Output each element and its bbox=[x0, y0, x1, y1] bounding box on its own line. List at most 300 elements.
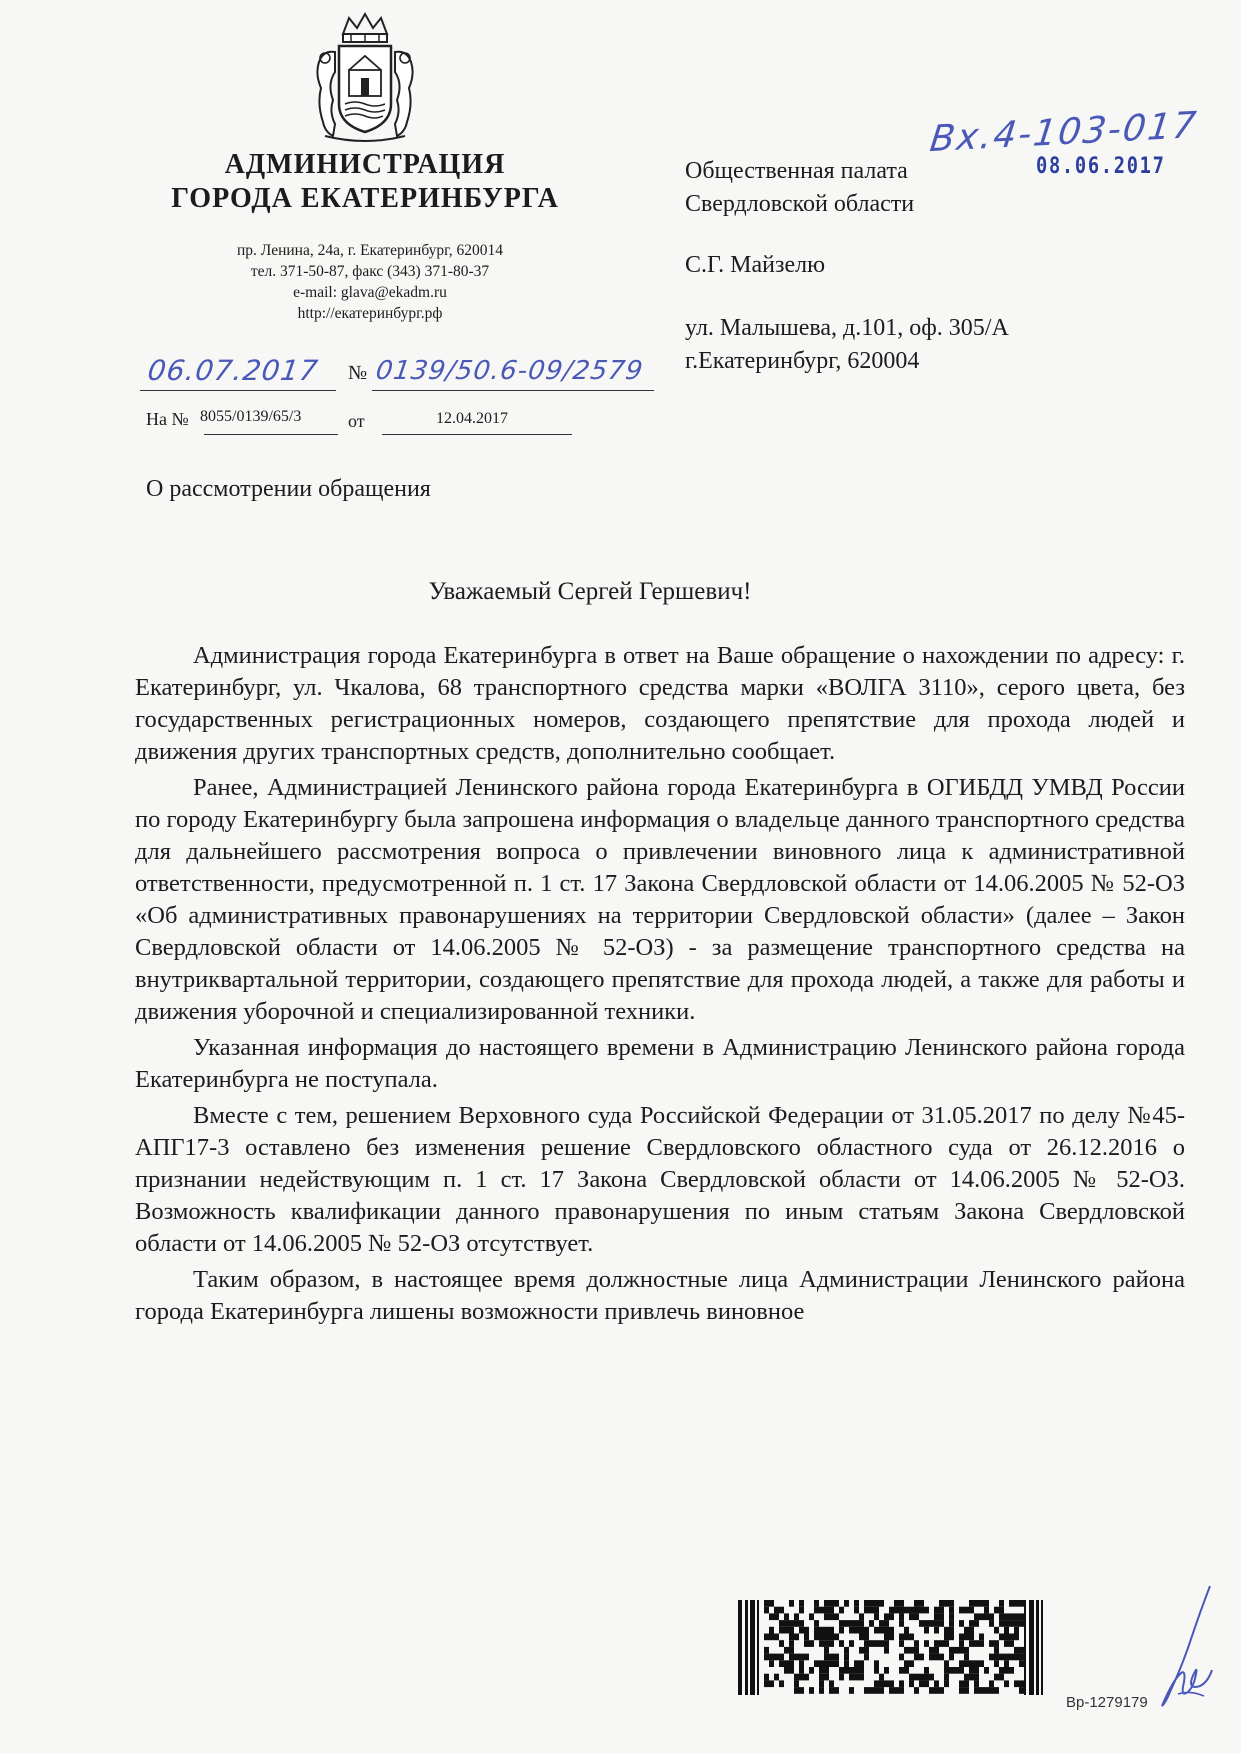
barcode-module bbox=[999, 1620, 1004, 1627]
barcode-module bbox=[809, 1687, 814, 1694]
barcode-module bbox=[879, 1687, 884, 1694]
barcode-module bbox=[919, 1680, 924, 1687]
barcode-module bbox=[964, 1607, 969, 1614]
barcode-module bbox=[974, 1620, 979, 1627]
barcode-module bbox=[884, 1620, 889, 1627]
body-paragraph: Вместе с тем, решением Верховного суда Российской Федерации от 31.05.2017 по делу №45-АПГ17-3 оставлено без изменения решение Свердловского областного суда от 26.12.2016 о признании недействующим п. 1 ст. 17 Закона Свердловской области от 14.06.2005 № 52-ОЗ. Возможность квалификации данного правонарушения по иным статьям Закона Свердловской области от 14.06.2005 № 52-ОЗ отсутствует. bbox=[135, 1102, 1185, 1257]
registration-date-underline bbox=[140, 390, 336, 391]
barcode-module bbox=[824, 1674, 829, 1681]
barcode-module bbox=[899, 1613, 904, 1620]
barcode-module bbox=[859, 1647, 864, 1654]
reference-from-label: от bbox=[348, 411, 365, 431]
barcode-module bbox=[789, 1660, 794, 1667]
barcode-module bbox=[814, 1620, 819, 1627]
barcode-module bbox=[844, 1667, 849, 1674]
barcode-module bbox=[849, 1640, 854, 1647]
barcode-module bbox=[944, 1627, 949, 1634]
barcode-module bbox=[874, 1613, 879, 1620]
body-paragraph: Ранее, Администрацией Ленинского района города Екатеринбурга в ОГИБДД УМВД России по городу Екатеринбургу была запрошена информация о владельце данного транспортного средства для дальнейшего рассмотрения вопроса о привлечении виновного лица к административной ответственности, предусмотренной п. 1 ст. 17 Закона Свердловской области от 14.06.2005 № 52-ОЗ «Об административных правонарушениях на территории Свердловской области» (далее – Закон Свердловской области от 14.06.2005 № 52-ОЗ) - за размещение транспортного средства на внутриквартальной территории, создающего препятствие для прохода людей, а также для работы и движения уборочной и специализированной техники. bbox=[135, 774, 1185, 1025]
barcode-module bbox=[789, 1600, 794, 1607]
barcode-module bbox=[924, 1674, 929, 1681]
barcode-module bbox=[934, 1647, 939, 1654]
barcode-module bbox=[934, 1613, 939, 1620]
barcode-module bbox=[994, 1640, 999, 1647]
barcode-module bbox=[944, 1667, 949, 1674]
barcode-module bbox=[954, 1647, 959, 1654]
barcode-module bbox=[859, 1627, 864, 1634]
barcode-module bbox=[899, 1607, 904, 1614]
org-email: e-mail: glava@ekadm.ru bbox=[293, 284, 447, 301]
barcode-module bbox=[764, 1634, 769, 1641]
barcode-module bbox=[1019, 1680, 1024, 1687]
barcode-module bbox=[879, 1680, 884, 1687]
barcode-module bbox=[1014, 1627, 1019, 1634]
barcode-module bbox=[989, 1687, 994, 1694]
org-name-line1: АДМИНИСТРАЦИЯ bbox=[224, 149, 506, 180]
barcode-module bbox=[884, 1640, 889, 1647]
barcode-module bbox=[914, 1687, 919, 1694]
barcode-module bbox=[829, 1654, 834, 1661]
barcode-module bbox=[1019, 1687, 1024, 1694]
barcode-module bbox=[769, 1634, 774, 1641]
barcode-module bbox=[984, 1687, 989, 1694]
barcode-module bbox=[779, 1640, 784, 1647]
barcode-module bbox=[864, 1687, 869, 1694]
barcode-module bbox=[829, 1627, 834, 1634]
barcode-module bbox=[949, 1613, 954, 1620]
barcode-module bbox=[859, 1674, 864, 1681]
barcode-module bbox=[929, 1654, 934, 1661]
barcode-module bbox=[949, 1627, 954, 1634]
barcode-module bbox=[844, 1654, 849, 1661]
barcode-guard-bar bbox=[1024, 1600, 1026, 1695]
barcode-module bbox=[854, 1674, 859, 1681]
barcode-module bbox=[779, 1654, 784, 1661]
barcode-module bbox=[899, 1640, 904, 1647]
barcode-module bbox=[824, 1667, 829, 1674]
barcode-module bbox=[864, 1600, 869, 1607]
barcode-module bbox=[959, 1647, 964, 1654]
barcode-module bbox=[804, 1674, 809, 1681]
barcode-module bbox=[819, 1687, 824, 1694]
barcode-module bbox=[814, 1627, 819, 1634]
addressee-line1: Общественная палата bbox=[685, 158, 908, 184]
barcode-module bbox=[904, 1667, 909, 1674]
barcode-module bbox=[829, 1613, 834, 1620]
barcode-module bbox=[929, 1620, 934, 1627]
barcode-module bbox=[799, 1627, 804, 1634]
barcode-module bbox=[994, 1607, 999, 1614]
barcode-module bbox=[859, 1634, 864, 1641]
incoming-stamp-date: 08.06.2017 bbox=[1036, 154, 1166, 179]
barcode-module bbox=[849, 1620, 854, 1627]
barcode-module bbox=[994, 1627, 999, 1634]
barcode-module bbox=[834, 1613, 839, 1620]
barcode-module bbox=[949, 1654, 954, 1661]
barcode-module bbox=[904, 1634, 909, 1641]
registration-number: 0139/50.6-09/2579 bbox=[373, 356, 646, 386]
barcode-guard-bar bbox=[750, 1600, 755, 1695]
barcode-module bbox=[869, 1600, 874, 1607]
barcode-module bbox=[924, 1607, 929, 1614]
barcode-module bbox=[914, 1640, 919, 1647]
barcode-module bbox=[789, 1620, 794, 1627]
barcode-module bbox=[899, 1667, 904, 1674]
coat-of-arms-icon bbox=[305, 12, 425, 147]
barcode-module bbox=[979, 1600, 984, 1607]
barcode-module bbox=[789, 1640, 794, 1647]
barcode-module bbox=[994, 1660, 999, 1667]
barcode-module bbox=[984, 1600, 989, 1607]
barcode-module bbox=[844, 1600, 849, 1607]
barcode-module bbox=[884, 1647, 889, 1654]
barcode-module bbox=[789, 1654, 794, 1661]
barcode-module bbox=[974, 1674, 979, 1681]
barcode-module bbox=[994, 1687, 999, 1694]
barcode-module bbox=[944, 1600, 949, 1607]
barcode-module bbox=[934, 1687, 939, 1694]
barcode-module bbox=[999, 1607, 1004, 1614]
organization-header bbox=[120, 148, 610, 216]
barcode-module bbox=[874, 1607, 879, 1614]
barcode-module bbox=[799, 1660, 804, 1667]
barcode-module bbox=[979, 1660, 984, 1667]
barcode-module bbox=[994, 1674, 999, 1681]
barcode-module bbox=[789, 1647, 794, 1654]
barcode-module bbox=[874, 1660, 879, 1667]
barcode-module bbox=[839, 1674, 844, 1681]
barcode-module bbox=[1014, 1613, 1019, 1620]
barcode-module bbox=[1009, 1613, 1014, 1620]
barcode-module bbox=[874, 1667, 879, 1674]
barcode-module bbox=[939, 1687, 944, 1694]
barcode-module bbox=[884, 1627, 889, 1634]
barcode-module bbox=[984, 1667, 989, 1674]
addressee-block bbox=[685, 155, 1009, 378]
letter-body bbox=[135, 640, 1185, 1332]
barcode-module bbox=[989, 1680, 994, 1687]
barcode-module bbox=[914, 1600, 919, 1607]
barcode-module bbox=[879, 1627, 884, 1634]
barcode-module bbox=[879, 1620, 884, 1627]
barcode-module bbox=[794, 1687, 799, 1694]
barcode-module bbox=[794, 1674, 799, 1681]
barcode-module bbox=[1004, 1654, 1009, 1661]
barcode-module bbox=[969, 1607, 974, 1614]
barcode-module bbox=[929, 1647, 934, 1654]
barcode-module bbox=[869, 1640, 874, 1647]
barcode-module bbox=[874, 1600, 879, 1607]
barcode-module bbox=[999, 1634, 1004, 1641]
barcode-module bbox=[819, 1667, 824, 1674]
barcode-module bbox=[839, 1627, 844, 1634]
reference-date: 12.04.2017 bbox=[436, 410, 508, 427]
barcode-module bbox=[849, 1667, 854, 1674]
barcode-module bbox=[924, 1640, 929, 1647]
barcode-module bbox=[834, 1654, 839, 1661]
barcode-module bbox=[794, 1620, 799, 1627]
barcode-module bbox=[969, 1660, 974, 1667]
barcode-module bbox=[854, 1627, 859, 1634]
barcode-module bbox=[939, 1640, 944, 1647]
barcode-module bbox=[864, 1640, 869, 1647]
barcode-module bbox=[869, 1687, 874, 1694]
barcode-module bbox=[1019, 1613, 1024, 1620]
barcode-module bbox=[819, 1640, 824, 1647]
barcode-module bbox=[774, 1634, 779, 1641]
barcode-module bbox=[809, 1613, 814, 1620]
org-name-line2: ГОРОДА ЕКАТЕРИНБУРГА bbox=[171, 183, 559, 214]
barcode-guard-bar bbox=[1041, 1600, 1043, 1695]
barcode-module bbox=[959, 1634, 964, 1641]
barcode-module bbox=[964, 1680, 969, 1687]
barcode-module bbox=[789, 1634, 794, 1641]
barcode-guard-bar bbox=[1036, 1600, 1039, 1695]
barcode-module bbox=[764, 1680, 769, 1687]
barcode-module bbox=[779, 1607, 784, 1614]
barcode-module bbox=[899, 1654, 904, 1661]
barcode-module bbox=[1019, 1660, 1024, 1667]
barcode-module bbox=[889, 1687, 894, 1694]
barcode-module bbox=[849, 1687, 854, 1694]
barcode-module bbox=[824, 1613, 829, 1620]
barcode-module bbox=[884, 1613, 889, 1620]
barcode-module bbox=[779, 1627, 784, 1634]
barcode-module bbox=[809, 1667, 814, 1674]
barcode-module bbox=[984, 1607, 989, 1614]
barcode-module bbox=[969, 1640, 974, 1647]
barcode-module bbox=[1004, 1667, 1009, 1674]
organization-contacts bbox=[150, 240, 590, 324]
barcode-module bbox=[909, 1634, 914, 1641]
barcode-module bbox=[764, 1600, 769, 1607]
barcode-module bbox=[944, 1640, 949, 1647]
barcode-module bbox=[819, 1634, 824, 1641]
barcode-module bbox=[829, 1660, 834, 1667]
barcode-module bbox=[824, 1640, 829, 1647]
barcode-module bbox=[869, 1620, 874, 1627]
barcode-module bbox=[779, 1660, 784, 1667]
barcode-module bbox=[854, 1620, 859, 1627]
barcode-module bbox=[979, 1640, 984, 1647]
barcode-module bbox=[824, 1634, 829, 1641]
barcode-module bbox=[959, 1680, 964, 1687]
barcode-module bbox=[824, 1654, 829, 1661]
barcode-module bbox=[964, 1660, 969, 1667]
barcode-module bbox=[979, 1613, 984, 1620]
barcode-module bbox=[939, 1620, 944, 1627]
barcode-module bbox=[939, 1613, 944, 1620]
barcode-module bbox=[934, 1620, 939, 1627]
barcode-module bbox=[844, 1620, 849, 1627]
barcode-module bbox=[829, 1640, 834, 1647]
barcode-module bbox=[1019, 1620, 1024, 1627]
org-phone: тел. 371-50-87, факс (343) 371-80-37 bbox=[250, 263, 490, 280]
barcode-module bbox=[814, 1660, 819, 1667]
barcode-module bbox=[969, 1634, 974, 1641]
barcode-module bbox=[864, 1654, 869, 1661]
barcode-module bbox=[764, 1647, 769, 1654]
barcode-module bbox=[969, 1674, 974, 1681]
barcode-module bbox=[894, 1607, 899, 1614]
salutation: Уважаемый Сергей Гершевич! bbox=[428, 578, 752, 605]
barcode-module bbox=[914, 1674, 919, 1681]
barcode-module bbox=[934, 1640, 939, 1647]
barcode-module bbox=[924, 1627, 929, 1634]
barcode-module bbox=[929, 1687, 934, 1694]
reference-date-underline bbox=[382, 434, 572, 435]
barcode-module bbox=[909, 1607, 914, 1614]
addressee-line2: Свердловской области bbox=[685, 191, 915, 217]
barcode-module bbox=[874, 1687, 879, 1694]
barcode-module bbox=[934, 1654, 939, 1661]
barcode-module bbox=[999, 1613, 1004, 1620]
barcode-module bbox=[909, 1660, 914, 1667]
barcode-module bbox=[804, 1634, 809, 1641]
barcode-module bbox=[779, 1680, 784, 1687]
barcode-module bbox=[964, 1687, 969, 1694]
barcode-module bbox=[969, 1627, 974, 1634]
barcode-module bbox=[1009, 1634, 1014, 1641]
barcode-module bbox=[919, 1674, 924, 1681]
body-paragraph: Администрация города Екатеринбурга в ответ на Ваше обращение о нахождении по адресу: г. Екатеринбург, ул. Чкалова, 68 транспортного средства марки «ВОЛГА 3110», серого цвета, без государственных регистрационных номеров, создающего препятствие для прохода людей и движения других транспортных средств, дополнительно сообщает. bbox=[135, 642, 1185, 765]
barcode-module bbox=[999, 1667, 1004, 1674]
barcode-module bbox=[834, 1660, 839, 1667]
signature-icon bbox=[1150, 1582, 1220, 1712]
barcode-module bbox=[959, 1667, 964, 1674]
barcode-module bbox=[959, 1687, 964, 1694]
barcode-module bbox=[784, 1627, 789, 1634]
barcode-guard-bar bbox=[745, 1600, 748, 1695]
barcode-module bbox=[839, 1640, 844, 1647]
barcode-module bbox=[769, 1654, 774, 1661]
barcode-icon bbox=[738, 1600, 1043, 1695]
barcode-module bbox=[999, 1674, 1004, 1681]
barcode-module bbox=[839, 1607, 844, 1614]
barcode-module bbox=[1004, 1613, 1009, 1620]
barcode-module bbox=[819, 1680, 824, 1687]
barcode-module bbox=[959, 1607, 964, 1614]
barcode-module bbox=[1004, 1660, 1009, 1667]
barcode-module bbox=[969, 1600, 974, 1607]
barcode-module bbox=[819, 1607, 824, 1614]
barcode-module bbox=[984, 1613, 989, 1620]
barcode-module bbox=[814, 1600, 819, 1607]
barcode-module bbox=[824, 1647, 829, 1654]
registration-number-underline bbox=[372, 390, 654, 391]
barcode-module bbox=[909, 1674, 914, 1681]
barcode-module bbox=[849, 1674, 854, 1681]
barcode-module bbox=[834, 1600, 839, 1607]
barcode-module bbox=[859, 1613, 864, 1620]
barcode-module bbox=[899, 1600, 904, 1607]
barcode-module bbox=[769, 1680, 774, 1687]
barcode-module bbox=[884, 1680, 889, 1687]
barcode-module bbox=[849, 1627, 854, 1634]
barcode-module bbox=[919, 1600, 924, 1607]
barcode-module bbox=[1014, 1634, 1019, 1641]
barcode-module bbox=[834, 1687, 839, 1694]
barcode-module bbox=[829, 1607, 834, 1614]
barcode-module bbox=[929, 1674, 934, 1681]
barcode-module bbox=[829, 1634, 834, 1641]
incoming-handwritten-number: Вх.4-103-017 bbox=[927, 104, 1201, 161]
barcode-module bbox=[904, 1607, 909, 1614]
barcode-module bbox=[894, 1600, 899, 1607]
barcode-module bbox=[854, 1600, 859, 1607]
barcode-module bbox=[859, 1620, 864, 1627]
barcode-module bbox=[784, 1667, 789, 1674]
document-code: Вр-1279179 bbox=[1066, 1694, 1148, 1711]
barcode-module bbox=[964, 1627, 969, 1634]
barcode-module bbox=[1014, 1620, 1019, 1627]
barcode-module bbox=[1014, 1647, 1019, 1654]
barcode-module bbox=[899, 1620, 904, 1627]
org-address: пр. Ленина, 24а, г. Екатеринбург, 620014 bbox=[237, 242, 503, 259]
outgoing-registration bbox=[140, 354, 680, 394]
barcode-module bbox=[784, 1660, 789, 1667]
barcode-module bbox=[769, 1613, 774, 1620]
barcode-module bbox=[789, 1627, 794, 1634]
barcode-module bbox=[1009, 1600, 1014, 1607]
barcode-module bbox=[909, 1647, 914, 1654]
barcode-module bbox=[944, 1634, 949, 1641]
barcode-module bbox=[794, 1654, 799, 1661]
barcode-module bbox=[964, 1654, 969, 1661]
barcode-module bbox=[924, 1667, 929, 1674]
barcode-module bbox=[764, 1607, 769, 1614]
barcode-module bbox=[864, 1647, 869, 1654]
barcode-module bbox=[949, 1634, 954, 1641]
body-paragraph: Указанная информация до настоящего времени в Администрацию Ленинского района города Екатеринбурга не поступала. bbox=[135, 1034, 1185, 1093]
barcode-module bbox=[844, 1660, 849, 1667]
barcode-module bbox=[869, 1607, 874, 1614]
reference-number-underline bbox=[204, 434, 338, 435]
barcode-module bbox=[904, 1660, 909, 1667]
barcode-module bbox=[1009, 1667, 1014, 1674]
barcode-module bbox=[774, 1654, 779, 1661]
barcode-module bbox=[804, 1627, 809, 1634]
addressee-street: ул. Малышева, д.101, оф. 305/А bbox=[685, 315, 1009, 341]
barcode-module bbox=[899, 1680, 904, 1687]
barcode-module bbox=[824, 1660, 829, 1667]
barcode-module bbox=[999, 1600, 1004, 1607]
barcode-module bbox=[949, 1667, 954, 1674]
barcode-module bbox=[844, 1647, 849, 1654]
barcode-module bbox=[959, 1660, 964, 1667]
barcode-module bbox=[834, 1634, 839, 1641]
barcode-module bbox=[874, 1627, 879, 1634]
barcode-module bbox=[874, 1680, 879, 1687]
reference-number: 8055/0139/65/3 bbox=[200, 408, 302, 425]
barcode-module bbox=[854, 1660, 859, 1667]
barcode-module bbox=[989, 1613, 994, 1620]
barcode-module bbox=[769, 1627, 774, 1634]
barcode-module bbox=[899, 1687, 904, 1694]
barcode-module bbox=[799, 1600, 804, 1607]
addressee-name: С.Г. Майзелю bbox=[685, 252, 826, 278]
letter-subject: О рассмотрении обращения bbox=[146, 476, 431, 502]
barcode-module bbox=[1009, 1620, 1014, 1627]
barcode-module bbox=[839, 1620, 844, 1627]
barcode-module bbox=[1019, 1600, 1024, 1607]
barcode-module bbox=[854, 1667, 859, 1674]
barcode-module bbox=[934, 1680, 939, 1687]
barcode-module bbox=[889, 1680, 894, 1687]
barcode-module bbox=[919, 1607, 924, 1614]
barcode-module bbox=[1009, 1654, 1014, 1661]
barcode-module bbox=[769, 1600, 774, 1607]
